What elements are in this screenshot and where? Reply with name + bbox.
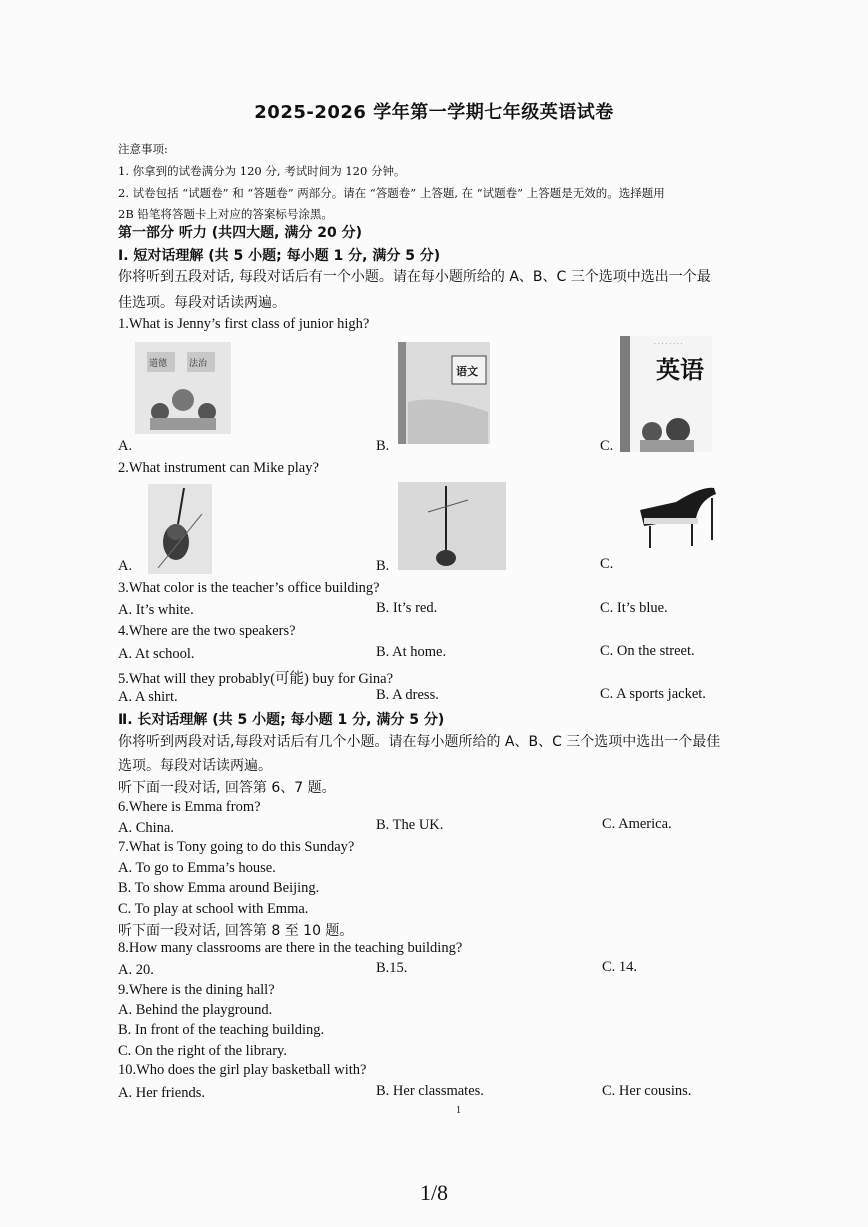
question-5: 5.What will they probably(可能) buy for Gina? [118, 671, 394, 687]
svg-text:· · · · · · · ·: · · · · · · · · [654, 341, 683, 348]
section1-heading: Ⅰ. 短对话理解 (共 5 小题; 每小题 1 分, 满分 5 分) [118, 248, 441, 264]
q10-option-b: B. Her classmates. [376, 1083, 484, 1099]
q1-image-b [398, 342, 490, 444]
q1-image-a-label-2: 法治 [189, 359, 208, 369]
q3-option-b: B. It’s red. [376, 600, 438, 616]
q9-option-c: C. On the right of the library. [118, 1043, 287, 1059]
q2-option-c: C. [600, 556, 614, 572]
q2-option-b: B. [376, 558, 390, 574]
q10-option-c: C. Her cousins. [602, 1083, 692, 1099]
q3-option-a: A. It’s white. [118, 602, 194, 618]
q8-option-c: C. 14. [602, 959, 638, 975]
part-heading: 第一部分 听力 (共四大题, 满分 20 分) [118, 225, 362, 241]
q6-option-c: C. America. [602, 816, 672, 832]
q1-image-a-label-1: 道德 [149, 359, 168, 369]
q5-option-c: C. A sports jacket. [600, 686, 706, 702]
page-indicator: 1/8 [419, 1180, 449, 1205]
page-number: 1 [456, 1105, 461, 1116]
q5-option-b: B. A dress. [376, 687, 439, 703]
q9-option-a: A. Behind the playground. [118, 1002, 273, 1018]
q5-option-a: A. A shirt. [118, 689, 178, 705]
section2-instruction-2: 选项。每段对话读两遍。 [118, 758, 272, 774]
question-10: 10.Who does the girl play basketball with? [118, 1062, 367, 1078]
question-1: 1.What is Jenny’s first class of junior high? [118, 316, 370, 332]
question-9: 9.Where is the dining hall? [118, 982, 275, 998]
q4-option-a: A. At school. [118, 646, 195, 662]
question-2: 2.What instrument can Mike play? [118, 460, 319, 476]
q1-image-a [135, 342, 231, 434]
notes-line-1: 1. 你拿到的试卷满分为 120 分, 考试时间为 120 分钟。 [118, 164, 406, 178]
question-7: 7.What is Tony going to do this Sunday? [118, 839, 355, 855]
q6-option-a: A. China. [118, 820, 174, 836]
q2-option-a: A. [118, 558, 133, 574]
q4-option-b: B. At home. [376, 644, 447, 660]
q1-option-b: B. [376, 438, 390, 454]
notes-heading: 注意事项: [118, 142, 168, 156]
section2-instruction-1: 你将听到两段对话,每段对话后有几个小题。请在每小题所给的 A、B、C 三个选项中选出一个最佳 [118, 734, 721, 750]
q1-option-a: A. [118, 438, 133, 454]
q10-option-a: A. Her friends. [118, 1085, 205, 1101]
question-8: 8.How many classrooms are there in the teaching building? [118, 940, 463, 956]
q7-option-a: A. To go to Emma’s house. [118, 860, 276, 876]
q2-image-violin [148, 484, 212, 574]
q1-image-b-label: 语文 [456, 365, 478, 378]
section2-sub-1: 听下面一段对话, 回答第 6、7 题。 [118, 780, 336, 796]
q1-image-c [620, 336, 712, 452]
section2-sub-2: 听下面一段对话, 回答第 8 至 10 题。 [118, 923, 354, 939]
section1-instruction-2: 佳选项。每段对话读两遍。 [118, 295, 286, 311]
q1-option-c: C. [600, 438, 614, 454]
q8-option-b: B.15. [376, 960, 408, 976]
q4-option-c: C. On the street. [600, 643, 695, 659]
q8-option-a: A. 20. [118, 962, 154, 978]
q7-option-c: C. To play at school with Emma. [118, 901, 309, 917]
q1-image-c-label: 英语 [656, 356, 704, 384]
page-title: 2025-2026 学年第一学期七年级英语试卷 [254, 102, 614, 123]
notes-line-2: 2. 试卷包括 “试题卷” 和 “答题卷” 两部分。请在 “答题卷” 上答题, 在 “试题卷” 上答题是无效的。选择题用 [118, 186, 665, 200]
q2-image-piano [636, 480, 720, 552]
q6-option-b: B. The UK. [376, 817, 444, 833]
section1-instruction-1: 你将听到五段对话, 每段对话后有一个小题。请在每小题所给的 A、B、C 三个选项中选出一个最 [118, 269, 711, 285]
q3-option-c: C. It’s blue. [600, 600, 668, 616]
question-4: 4.Where are the two speakers? [118, 623, 296, 639]
notes-line-3: 2B 铅笔将答题卡上对应的答案标号涂黑。 [118, 207, 333, 221]
section2-heading: Ⅱ. 长对话理解 (共 5 小题; 每小题 1 分, 满分 5 分) [118, 712, 445, 728]
question-3: 3.What color is the teacher’s office building? [118, 580, 380, 596]
q7-option-b: B. To show Emma around Beijing. [118, 880, 320, 896]
q2-image-erhu [398, 482, 506, 570]
q9-option-b: B. In front of the teaching building. [118, 1022, 325, 1038]
question-6: 6.Where is Emma from? [118, 799, 261, 815]
